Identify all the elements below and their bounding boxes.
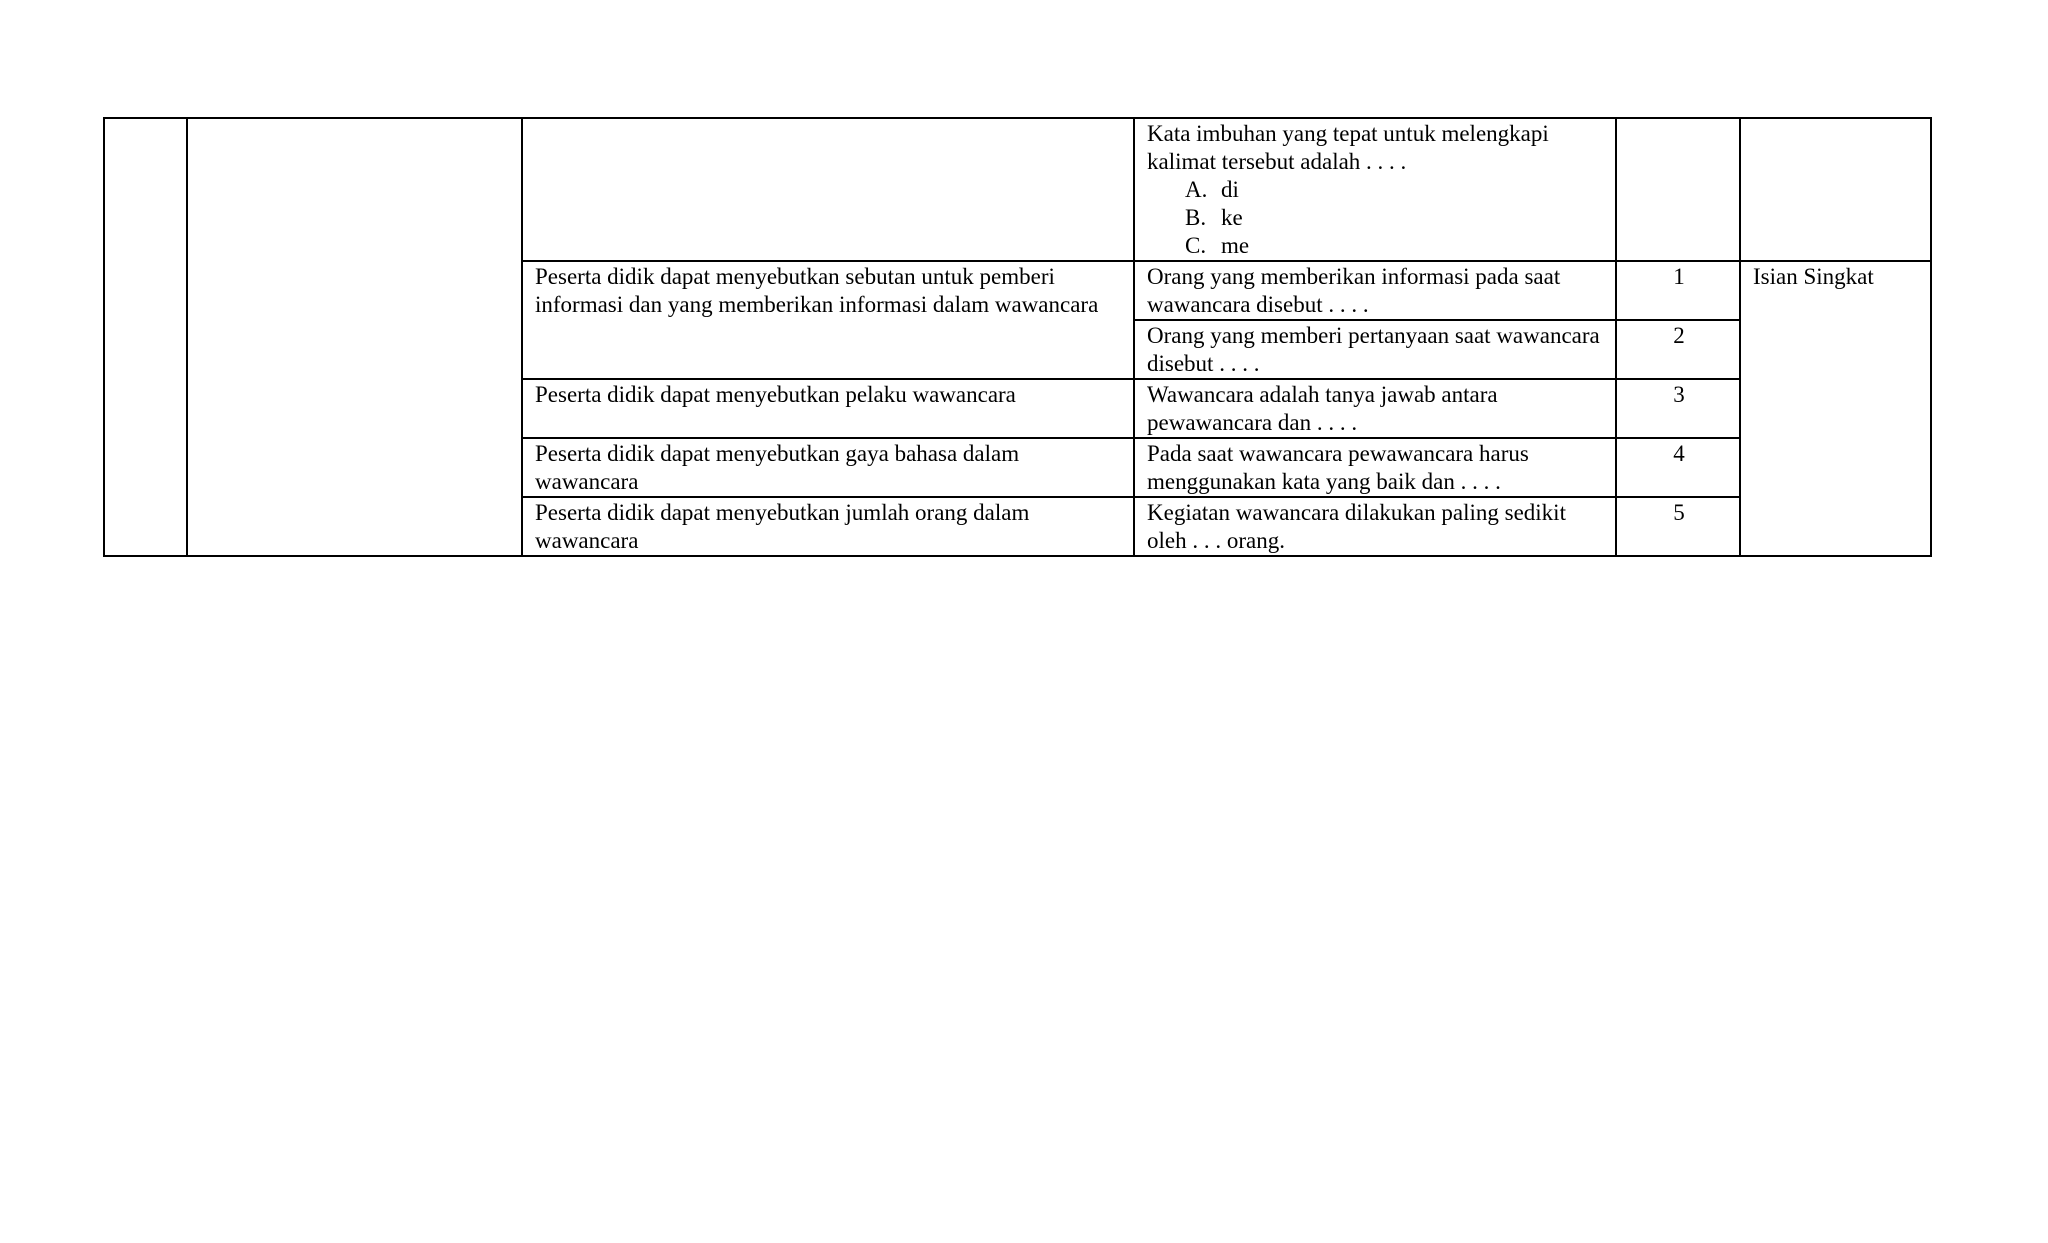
form-cell-empty [1740,118,1931,261]
indicator-cell: Peserta didik dapat menyebutkan sebutan untuk pemberi informasi dan yang memberikan informasi dalam wawancara [522,261,1134,379]
question-number: 1 [1616,261,1740,320]
option-item [1185,232,1605,260]
number-cell-empty [1616,118,1740,261]
indicator-cell-empty [522,118,1134,261]
question-number: 3 [1616,379,1740,438]
indicator-cell: Peserta didik dapat menyebutkan pelaku wawancara [522,379,1134,438]
number-column-cell [104,118,187,556]
table-row [104,118,1931,261]
question-cell: Pada saat wawancara pewawancara harus menggunakan kata yang baik dan . . . . [1134,438,1616,497]
question-cell: Orang yang memberi pertanyaan saat wawancara disebut . . . . [1134,320,1616,379]
question-cell: Orang yang memberikan informasi pada saat wawancara disebut . . . . [1134,261,1616,320]
question-number: 5 [1616,497,1740,556]
indicator-cell: Peserta didik dapat menyebutkan gaya bahasa dalam wawancara [522,438,1134,497]
question-form-cell: Isian Singkat [1740,261,1931,556]
answer-options [1185,176,1605,260]
question-number: 4 [1616,438,1740,497]
question-cell [1134,118,1616,261]
question-cell: Wawancara adalah tanya jawab antara pewawancara dan . . . . [1134,379,1616,438]
option-letter: B. [1185,205,1207,230]
question-number: 2 [1616,320,1740,379]
option-item [1185,204,1605,232]
indicator-cell: Peserta didik dapat menyebutkan jumlah orang dalam wawancara [522,497,1134,556]
option-text: ke [1221,205,1243,230]
question-stem: Kata imbuhan yang tepat untuk melengkapi kalimat tersebut adalah . . . . [1147,121,1549,174]
option-letter: A. [1185,177,1208,202]
option-text: di [1221,177,1239,202]
assessment-grid-table [103,117,1932,557]
option-text: me [1221,233,1250,258]
question-cell: Kegiatan wawancara dilakukan paling sedikit oleh . . . orang. [1134,497,1616,556]
option-letter: C. [1185,233,1207,258]
competency-column-cell [187,118,522,556]
option-item [1185,176,1605,204]
